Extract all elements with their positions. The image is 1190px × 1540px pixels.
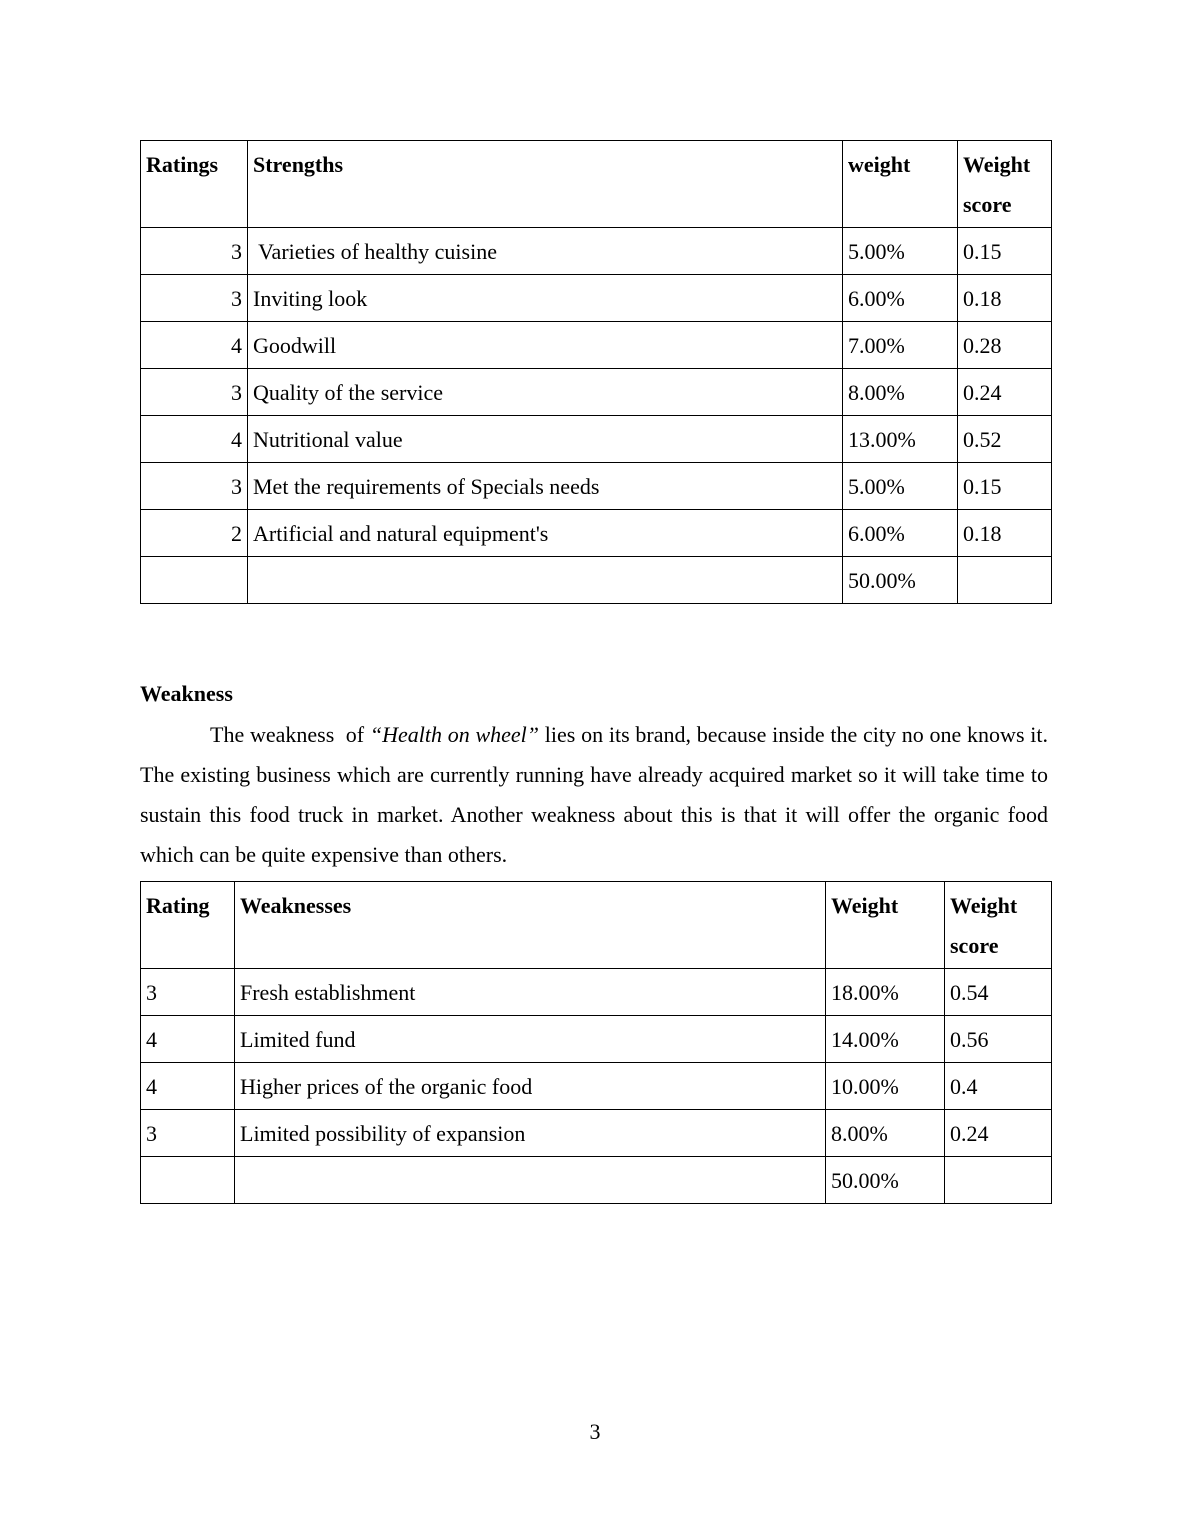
score-cell: 0.24 bbox=[958, 369, 1052, 416]
score-cell: 0.18 bbox=[958, 510, 1052, 557]
table-total-row bbox=[141, 1157, 1052, 1204]
header-cell: Weight bbox=[826, 882, 945, 969]
rating-cell: 4 bbox=[141, 322, 248, 369]
item-cell: Nutritional value bbox=[248, 416, 843, 463]
table-row bbox=[141, 463, 1052, 510]
table-row bbox=[141, 510, 1052, 557]
rating-cell: 3 bbox=[141, 275, 248, 322]
weakness-heading: Weakness bbox=[140, 681, 233, 706]
rating-cell: 4 bbox=[141, 416, 248, 463]
table-header-row bbox=[141, 882, 1052, 969]
table-row bbox=[141, 369, 1052, 416]
weight-cell: 5.00% bbox=[843, 463, 958, 510]
table-row bbox=[141, 969, 1052, 1016]
header-cell: Rating bbox=[141, 882, 235, 969]
table-row bbox=[141, 1063, 1052, 1110]
table-header-row bbox=[141, 141, 1052, 228]
weight-cell: 13.00% bbox=[843, 416, 958, 463]
brand-name-italic: “Health on wheel” bbox=[369, 722, 540, 747]
weight-cell: 10.00% bbox=[826, 1063, 945, 1110]
table-row bbox=[141, 322, 1052, 369]
score-cell: 0.24 bbox=[945, 1110, 1052, 1157]
weakness-paragraph bbox=[140, 715, 1048, 875]
total-weight-cell: 50.00% bbox=[826, 1157, 945, 1204]
empty-cell bbox=[248, 557, 843, 604]
empty-cell bbox=[141, 557, 248, 604]
table-row bbox=[141, 275, 1052, 322]
empty-cell bbox=[958, 557, 1052, 604]
header-cell: Weight score bbox=[958, 141, 1052, 228]
score-cell: 0.28 bbox=[958, 322, 1052, 369]
score-cell: 0.15 bbox=[958, 463, 1052, 510]
empty-cell bbox=[945, 1157, 1052, 1204]
weight-cell: 18.00% bbox=[826, 969, 945, 1016]
score-cell: 0.56 bbox=[945, 1016, 1052, 1063]
weight-cell: 14.00% bbox=[826, 1016, 945, 1063]
rating-cell: 3 bbox=[141, 228, 248, 275]
score-cell: 0.52 bbox=[958, 416, 1052, 463]
empty-cell bbox=[141, 1157, 235, 1204]
total-weight-cell: 50.00% bbox=[843, 557, 958, 604]
header-cell: weight bbox=[843, 141, 958, 228]
rating-cell: 3 bbox=[141, 463, 248, 510]
score-cell: 0.54 bbox=[945, 969, 1052, 1016]
score-cell: 0.15 bbox=[958, 228, 1052, 275]
paragraph-rest: lies on its brand, because inside the city no one knows it. The existing business which are currently running have already acquired market so it will take time to sustain this food truck in market. Another weakness about this is that it will offer the organic food which can be quite expensive than others. bbox=[140, 722, 1048, 867]
header-cell: Strengths bbox=[248, 141, 843, 228]
weight-cell: 6.00% bbox=[843, 510, 958, 557]
rating-cell: 2 bbox=[141, 510, 248, 557]
rating-cell: 3 bbox=[141, 1110, 235, 1157]
rating-cell: 4 bbox=[141, 1063, 235, 1110]
header-cell: Weight score bbox=[945, 882, 1052, 969]
item-cell: Limited fund bbox=[235, 1016, 826, 1063]
item-cell: Met the requirements of Specials needs bbox=[248, 463, 843, 510]
weight-cell: 8.00% bbox=[826, 1110, 945, 1157]
score-cell: 0.18 bbox=[958, 275, 1052, 322]
empty-cell bbox=[235, 1157, 826, 1204]
table-total-row bbox=[141, 557, 1052, 604]
header-cell: Weaknesses bbox=[235, 882, 826, 969]
table-row bbox=[141, 1016, 1052, 1063]
weight-cell: 7.00% bbox=[843, 322, 958, 369]
page-number: 3 bbox=[589, 1419, 601, 1444]
weaknesses-table bbox=[140, 881, 1052, 1204]
item-cell: Varieties of healthy cuisine bbox=[248, 228, 843, 275]
item-cell: Higher prices of the organic food bbox=[235, 1063, 826, 1110]
item-cell: Quality of the service bbox=[248, 369, 843, 416]
item-cell: Goodwill bbox=[248, 322, 843, 369]
weight-cell: 8.00% bbox=[843, 369, 958, 416]
weight-cell: 5.00% bbox=[843, 228, 958, 275]
rating-cell: 4 bbox=[141, 1016, 235, 1063]
item-cell: Fresh establishment bbox=[235, 969, 826, 1016]
table-row bbox=[141, 228, 1052, 275]
strengths-table bbox=[140, 140, 1052, 604]
table-row bbox=[141, 1110, 1052, 1157]
score-cell: 0.4 bbox=[945, 1063, 1052, 1110]
rating-cell: 3 bbox=[141, 369, 248, 416]
item-cell: Limited possibility of expansion bbox=[235, 1110, 826, 1157]
paragraph-start: The weakness of bbox=[210, 722, 370, 747]
item-cell: Inviting look bbox=[248, 275, 843, 322]
rating-cell: 3 bbox=[141, 969, 235, 1016]
item-cell: Artificial and natural equipment's bbox=[248, 510, 843, 557]
weight-cell: 6.00% bbox=[843, 275, 958, 322]
table-row bbox=[141, 416, 1052, 463]
header-cell: Ratings bbox=[141, 141, 248, 228]
